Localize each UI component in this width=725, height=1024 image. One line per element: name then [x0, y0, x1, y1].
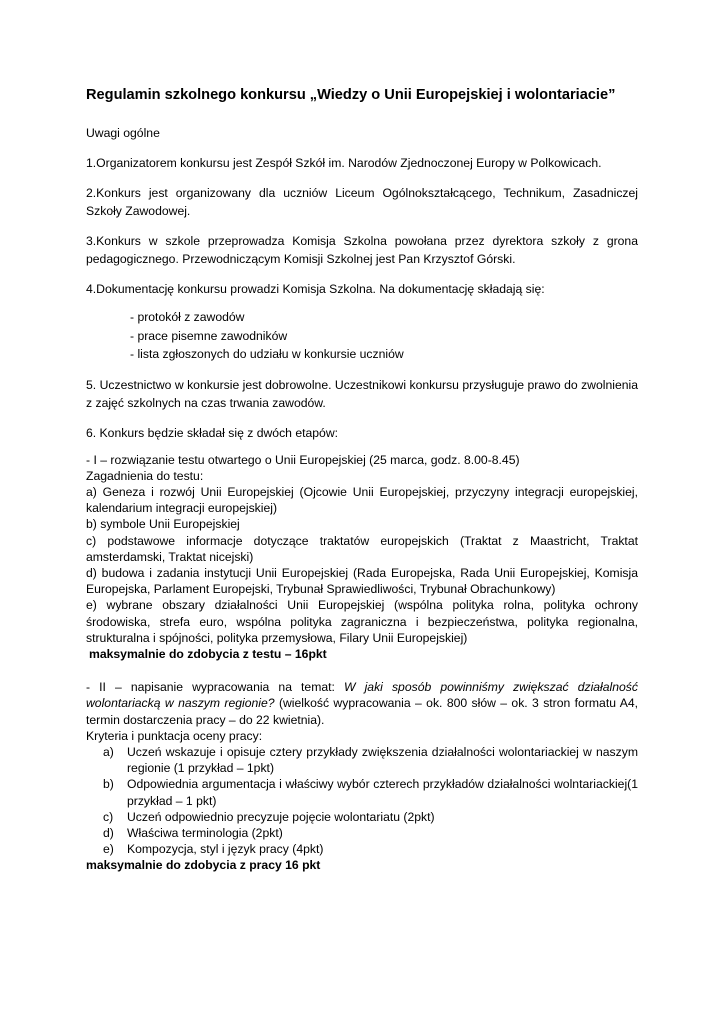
- paragraph-1: 1.Organizatorem konkursu jest Zespół Szkół im. Narodów Zjednoczonej Europy w Polkowicach.: [86, 156, 602, 170]
- paragraph-3: 3.Konkurs w szkole przeprowadza Komisja Szkolna powołana przez dyrektora szkoły z grona pedagogicznego. Przewodniczącym Komisji Szkolnej jest Pan Krzysztof Górski.: [86, 234, 638, 266]
- paragraph-5: 5. Uczestnictwo w konkursie jest dobrowolne. Uczestnikowi konkursu przysługuje prawo do zwolnienia z zajęć szkolnych na czas trwania zawodów.: [86, 377, 638, 410]
- criteria-marker: e): [103, 842, 114, 857]
- paragraph-2: 2.Konkurs jest organizowany dla uczniów Liceum Ogólnokształcącego, Technikum, Zasadniczej Szkoły Zawodowej.: [86, 186, 638, 218]
- criteria-item: [103, 841, 638, 857]
- criteria-marker: c): [103, 809, 114, 824]
- criteria-marker: d): [103, 825, 114, 840]
- essay-topic: W jaki sposób powinniśmy zwiększać działalność wolontariacką w naszym regionie?: [86, 680, 638, 711]
- paragraph-6: 6. Konkurs będzie składał się z dwóch etapów:: [86, 425, 339, 440]
- criteria-text: Kompozycja, styl i język pracy (4pkt): [127, 842, 324, 857]
- stage-2-intro-start: - II – napisanie wypracowania na temat:: [86, 680, 344, 695]
- stage-2-intro: [86, 679, 638, 728]
- topic-item: b) symbole Unii Europejskiej: [86, 517, 240, 532]
- criteria-text: Właściwa terminologia (2pkt): [127, 825, 283, 840]
- document-title: Regulamin szkolnego konkursu „Wiedzy o Unii Europejskiej i wolontariacie”: [86, 87, 616, 103]
- criteria-text: Uczeń odpowiednio precyzuje pojęcie wolontariatu (2pkt): [127, 809, 435, 824]
- criteria-item: [103, 744, 638, 776]
- topic-item: e) wybrane obszary działalności Unii Europejskiej (wspólna polityka rolna, polityka ochrony środowiska, strefa euro, wspólna polityka zagraniczna i bezpieczeństwa, polityka regionalna, strukturalna i spójności, polityka przemysłowa, Filary Unii Europejskiej): [86, 598, 638, 645]
- list-item: - lista zgłoszonych do udziału w konkursie uczniów: [130, 347, 404, 361]
- documentation-list: [130, 308, 638, 364]
- stage-1-section: [86, 452, 638, 663]
- topic-item: d) budowa i zadania instytucji Unii Europejskiej (Rada Europejska, Rada Unii Europejskiej, Komisja Europejska, Parlament Europejski, Trybunał Sprawiedliwości, Trybunał Obrachunkowy): [86, 565, 638, 597]
- document-page: [86, 86, 638, 874]
- topic-item: a) Geneza i rozwój Unii Europejskiej (Ojcowie Unii Europejskiej, przyczyny integracji europejskiej, kalendarium integracji europejskiej): [86, 484, 638, 516]
- criteria-heading: Kryteria i punktacja oceny pracy:: [86, 728, 263, 743]
- criteria-marker: a): [103, 744, 114, 759]
- stage-1-intro: - I – rozwiązanie testu otwartego o Unii Europejskiej (25 marca, godz. 8.00-8.45): [86, 452, 520, 467]
- list-item: - protokół z zawodów: [130, 310, 245, 324]
- criteria-item: [103, 776, 638, 808]
- stage-2-max-points: maksymalnie do zdobycia z pracy 16 pkt: [86, 858, 321, 873]
- stage-2-section: [86, 679, 638, 873]
- general-heading: Uwagi ogólne: [86, 126, 160, 140]
- topic-item: c) podstawowe informacje dotyczące traktatów europejskich (Traktat z Maastricht, Traktat amsterdamski, Traktat nicejski): [86, 533, 638, 564]
- list-item: - prace pisemne zawodników: [130, 328, 288, 343]
- criteria-list: [86, 744, 638, 857]
- criteria-text: Uczeń wskazuje i opisuje cztery przykłady zwiększenia działalności wolontariackiej w naszym regionie (1 przykład – 1pkt): [127, 744, 638, 776]
- criteria-marker: b): [103, 777, 114, 792]
- stage-1-max-points: maksymalnie do zdobycia z testu – 16pkt: [89, 646, 327, 661]
- topics-heading: Zagadnienia do testu:: [86, 468, 204, 483]
- criteria-item: [103, 809, 638, 825]
- stage-2-intro-end: (wielkość wypracowania – ok. 800 słów – ok. 3 stron formatu A4, termin dostarczenia pracy – do 22 kwietnia).: [86, 696, 638, 727]
- criteria-item: [103, 825, 638, 841]
- paragraph-4: 4.Dokumentację konkursu prowadzi Komisja Szkolna. Na dokumentację składają się:: [86, 282, 545, 296]
- criteria-text: Odpowiednia argumentacja i właściwy wybór czterech przykładów działalności wolntariackiej(1 przykład – 1 pkt): [127, 777, 638, 808]
